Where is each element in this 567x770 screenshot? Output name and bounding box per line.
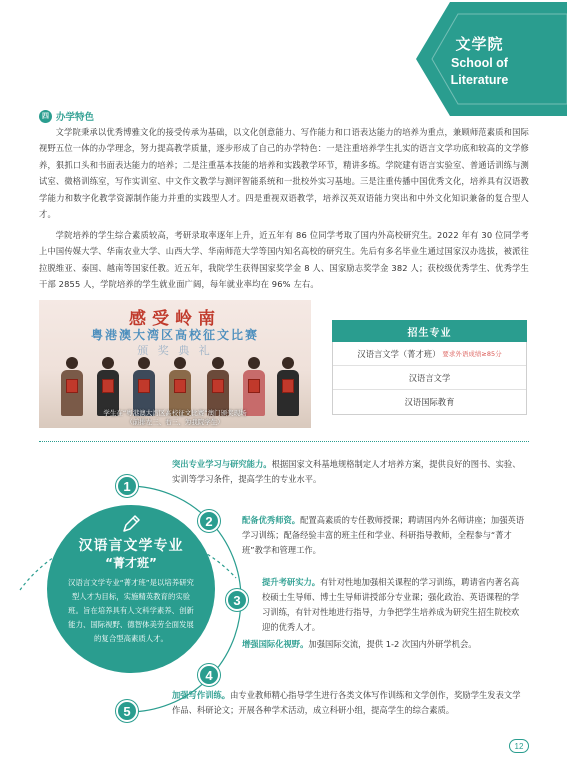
major-name: 汉语言文学 <box>408 372 451 383</box>
step-badge-5: 5 <box>116 700 138 722</box>
feature-text: 根据国家文科基地规格制定人才培养方案，提供良好的图书、实验、实训等学习条件，提高学生的专业水平。 <box>172 459 521 484</box>
header-badge <box>392 0 567 118</box>
banner-main-text: 感受岭南 <box>129 309 221 329</box>
banner-sub-text: 粤港澳大湾区高校征文比赛 <box>90 328 259 342</box>
section-title: 办学特色 <box>56 112 95 123</box>
major-row <box>333 342 526 366</box>
feature-highlight: 配备优秀师资。 <box>242 515 301 525</box>
program-subtitle: “菁才班” <box>105 556 157 570</box>
pencil-icon <box>120 513 142 535</box>
program-description: 汉语言文学专业“菁才班”是以培养研究型人才为目标，实施精英教育的实验班。旨在培养具有人文科学素养、创新能力、国际视野、德智体美劳全面发展的复合型高素质人才。 <box>68 578 194 643</box>
feature-item-2 <box>242 513 527 558</box>
photo-caption-line1: 学生在“粤港澳大湾区高校征文比赛”澳门颁奖现场 <box>103 409 247 417</box>
feature-text: 配置高素质的专任教师授课；聘请国内外名师讲座；加强英语学习训练；配备经验丰富的班主任和学业、科研指导教师，全程参与“菁才班”教学和管理工作。 <box>242 515 525 555</box>
feature-highlight: 提升考研实力。 <box>262 577 321 587</box>
feature-item-5 <box>172 688 527 718</box>
step-badge-4: 4 <box>198 664 220 686</box>
photo-caption-line2: （前排左三、右三、为我院学生） <box>126 418 224 426</box>
school-title-cn: 文学院 <box>455 34 504 53</box>
section-heading <box>39 109 94 123</box>
major-row <box>333 366 526 390</box>
paragraph-achievements: 学院培养的学生综合素质较高，考研录取率逐年上升，近五年有 86 位同学考取了国内外高校研究生。2022 年有 30 位同学考上中国传媒大学、华南农业大学、山西大学、华南师范大学等国内知名高校的研究生。先后有多名毕业生通过国家汉办选拔，被派往拉脱维亚、泰国、越南等国家任教。近五年，我院学生获得国家奖学金 8 人、国家励志奖学金 382 人；获校级优秀学生、优秀学生干部 2855 人，学院培养的学生就业面广阔，每年就业率均在 96% 左右。 <box>39 230 529 290</box>
step-badge-1: 1 <box>116 475 138 497</box>
school-title-en-2: Literature <box>450 72 509 87</box>
major-note: 要求外语成绩≥85分 <box>442 350 502 358</box>
admission-majors-table <box>332 320 527 415</box>
step-badge-2: 2 <box>198 510 220 532</box>
section-number-badge: 四 <box>39 110 52 123</box>
award-ceremony-photo <box>39 300 311 428</box>
feature-text: 加强国际交流，提供 1-2 次国内外研学机会。 <box>308 639 477 649</box>
admission-title: 招生专业 <box>332 320 527 342</box>
major-row <box>333 390 526 414</box>
feature-highlight: 加强写作训练。 <box>172 690 231 700</box>
feature-text: 由专业教师精心指导学生进行各类文体写作训练和文学创作，奖励学生发表文学作品、科研论文；开展各种学术活动，成立科研小组，提高学生的综合素质。 <box>172 690 521 715</box>
paragraph-features: 文学院秉承以优秀博雅文化的接受传承为基础，以文化创意能力、写作能力和口语表达能力的培养为重点，兼顾师范素质和国际视野五位一体的办学理念，努力提高教学质量，逐步形成了自己的办学特色：一是注重培养学生扎实的语言文学功底和较高的文学修养，狠抓口头和书面表达能力的培养；二是注重基本技能的培养和实践教学环节，精讲多练。学院建有语言实验室、普通话训练与测试室、微格训练室，写作实训室、中文作文教学与测评智能系统和一批校外实习基地。三是注重传播中国优秀文化，培养具有汉语教学能力和数字化教学资源制作能力并重的实践型人才。四是重视双语教学，培养汉英双语能力突出和中外文化知识兼备的复合型人才。 <box>39 127 529 220</box>
feature-highlight: 增强国际化视野。 <box>242 639 309 649</box>
feature-text: 有针对性地加强相关课程的学习训练，聘请省内著名高校硕士生导师、博士生导师讲授部分专业课；强化政治、英语课程的学习训练，有针对性地进行指导，力争把学生培养成为研究生招生院校欢迎的优秀人才。 <box>262 577 520 632</box>
feature-item-4 <box>242 637 527 652</box>
program-circle <box>47 505 215 673</box>
photo-caption <box>39 408 311 426</box>
feature-item-1 <box>172 457 527 487</box>
major-name: 汉语言文学（菁才班） <box>357 348 441 359</box>
step-badge-3: 3 <box>226 589 248 611</box>
feature-item-3 <box>262 575 527 635</box>
feature-highlight: 突出专业学习与研究能力。 <box>172 459 272 469</box>
program-title: 汉语言文学专业 <box>78 538 184 554</box>
banner-sub2-text: 颁 奖 典 礼 <box>137 344 213 357</box>
school-title-en-1: School of <box>451 55 508 70</box>
page-number: 12 <box>509 739 529 753</box>
major-name: 汉语国际教育 <box>404 397 455 407</box>
